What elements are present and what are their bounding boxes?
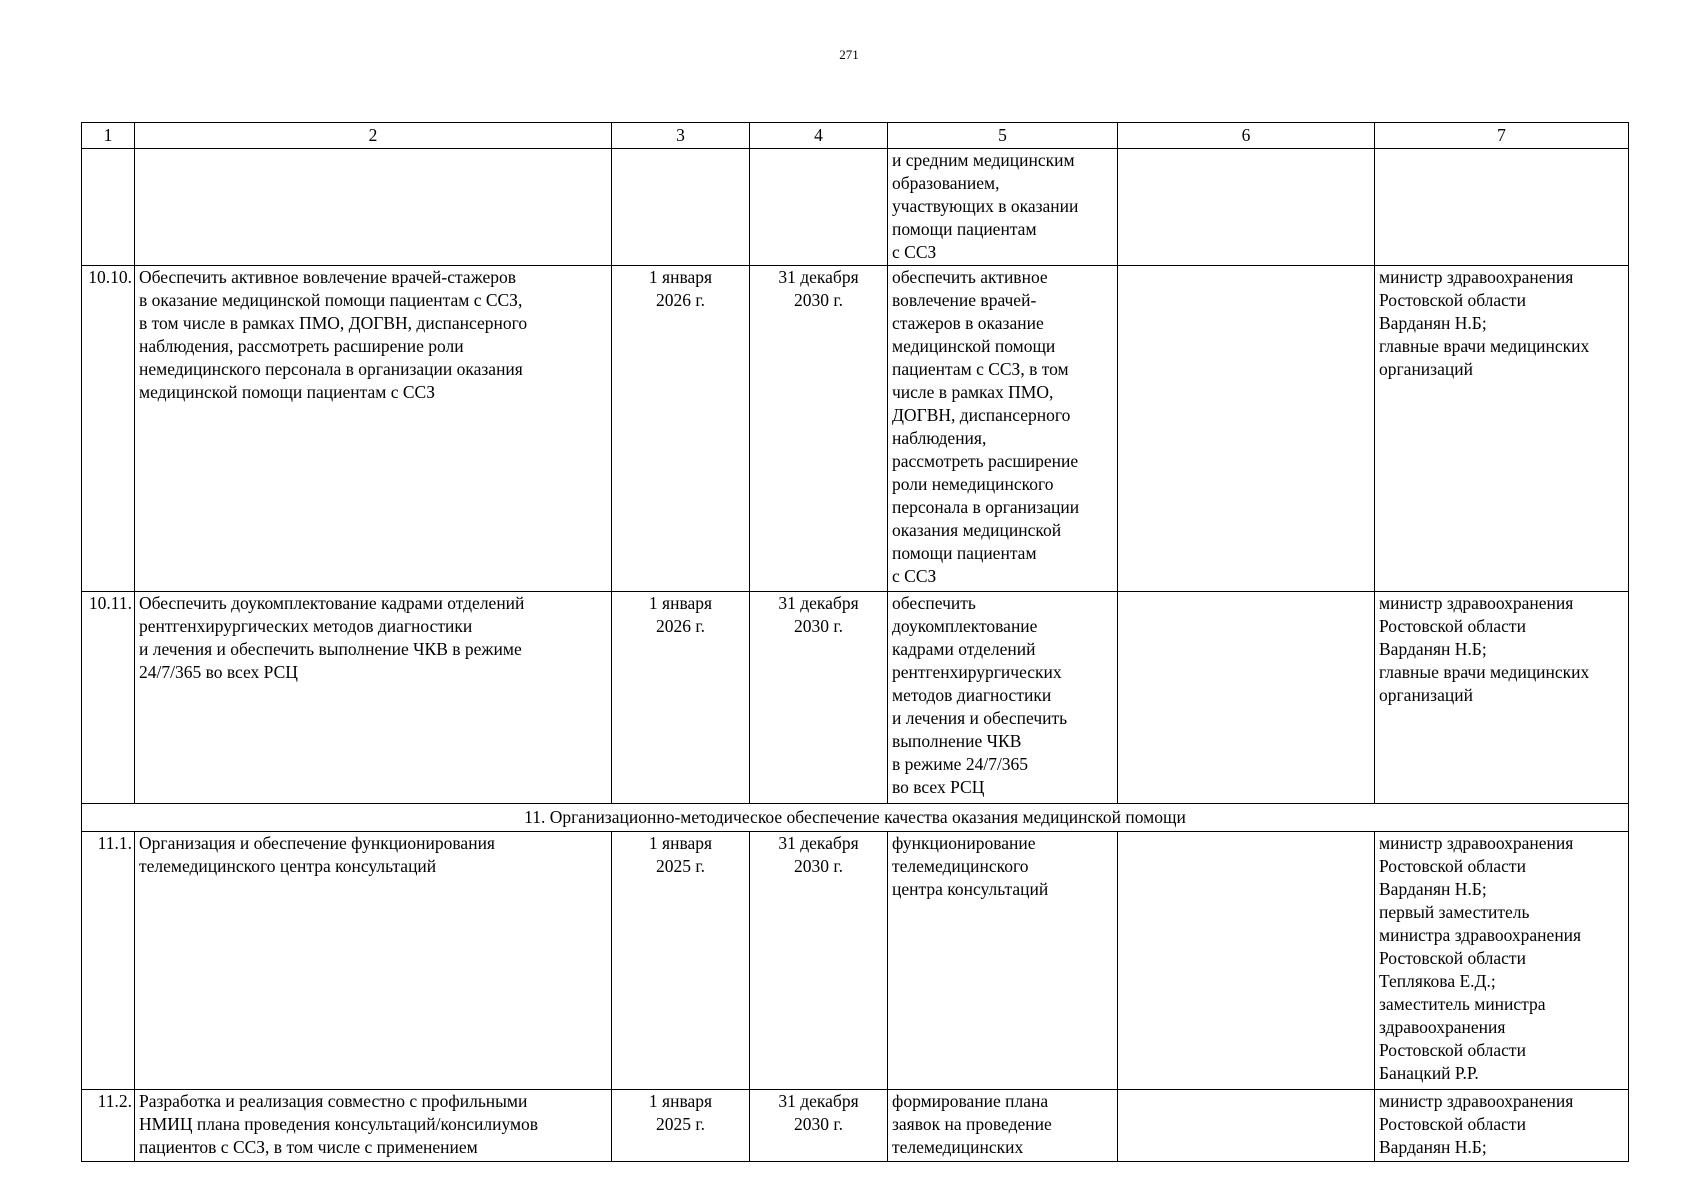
end-date-cell [750,149,888,266]
col6-cell [1118,592,1375,804]
col6-cell [1118,832,1375,1090]
start-date-cell: 1 января 2025 г. [612,1090,750,1162]
start-date-cell: 1 января 2026 г. [612,266,750,592]
start-date-cell: 1 января 2026 г. [612,592,750,804]
end-date-cell: 31 декабря 2030 г. [750,1090,888,1162]
end-date-cell: 31 декабря 2030 г. [750,832,888,1090]
event-cell [135,149,612,266]
end-date-cell: 31 декабря 2030 г. [750,592,888,804]
column-number-header [82,123,1629,149]
result-cell: формирование плана заявок на проведение телемедицинских [888,1090,1118,1162]
event-cell: Обеспечить активное вовлечение врачей-стажеров в оказание медицинской помощи пациентам с ССЗ, в том числе в рамках ПМО, ДОГВН, диспансерного наблюдения, рассмотреть расширение роли немедицинского персонала в организации оказания медицинской помощи пациентам с ССЗ [135,266,612,592]
page-number: 271 [839,47,859,62]
action-plan-table [81,122,1629,1162]
row-number: 11.1. [82,832,135,1090]
header-col-4: 4 [750,123,888,149]
result-cell: функционирование телемедицинского центра консультаций [888,832,1118,1090]
table-row [82,266,1629,592]
responsible-cell: министр здравоохранения Ростовской области Варданян Н.Б; главные врачи медицинских организаций [1375,592,1629,804]
col6-cell [1118,266,1375,592]
section-title: 11. Организационно-методическое обеспечение качества оказания медицинской помощи [82,804,1629,832]
table-row [82,592,1629,804]
event-cell: Разработка и реализация совместно с профильными НМИЦ плана проведения консультаций/консилиумов пациентов с ССЗ, в том числе с применением [135,1090,612,1162]
table-row [82,832,1629,1090]
row-number: 10.11. [82,592,135,804]
responsible-cell [1375,149,1629,266]
event-cell: Организация и обеспечение функционирования телемедицинского центра консультаций [135,832,612,1090]
header-col-7: 7 [1375,123,1629,149]
section-row [82,804,1629,832]
end-date-cell: 31 декабря 2030 г. [750,266,888,592]
table-row [82,1090,1629,1162]
row-number: 11.2. [82,1090,135,1162]
event-cell: Обеспечить доукомплектование кадрами отделений рентгенхирургических методов диагностики и лечения и обеспечить выполнение ЧКВ в режиме 24/7/365 во всех РСЦ [135,592,612,804]
header-col-3: 3 [612,123,750,149]
table-row [82,149,1629,266]
responsible-cell: министр здравоохранения Ростовской области Варданян Н.Б; первый заместитель министра здравоохранения Ростовской области Теплякова Е.Д.; заместитель министра здравоохранения Ростовской области Банацкий Р.Р. [1375,832,1629,1090]
row-number: 10.10. [82,266,135,592]
start-date-cell [612,149,750,266]
row-number [82,149,135,266]
result-cell: обеспечить доукомплектование кадрами отделений рентгенхирургических методов диагностики и лечения и обеспечить выполнение ЧКВ в режиме 24/7/365 во всех РСЦ [888,592,1118,804]
col6-cell [1118,1090,1375,1162]
col6-cell [1118,149,1375,266]
result-cell: и средним медицинским образованием, участвующих в оказании помощи пациентам с ССЗ [888,149,1118,266]
header-col-2: 2 [135,123,612,149]
header-col-5: 5 [888,123,1118,149]
header-col-1: 1 [82,123,135,149]
result-cell: обеспечить активное вовлечение врачей- стажеров в оказание медицинской помощи пациентам с ССЗ, в том числе в рамках ПМО, ДОГВН, диспансерного наблюдения, рассмотреть расширение роли немедицинского персонала в организации оказания медицинской помощи пациентам с ССЗ [888,266,1118,592]
responsible-cell: министр здравоохранения Ростовской области Варданян Н.Б; [1375,1090,1629,1162]
responsible-cell: министр здравоохранения Ростовской области Варданян Н.Б; главные врачи медицинских организаций [1375,266,1629,592]
start-date-cell: 1 января 2025 г. [612,832,750,1090]
header-col-6: 6 [1118,123,1375,149]
